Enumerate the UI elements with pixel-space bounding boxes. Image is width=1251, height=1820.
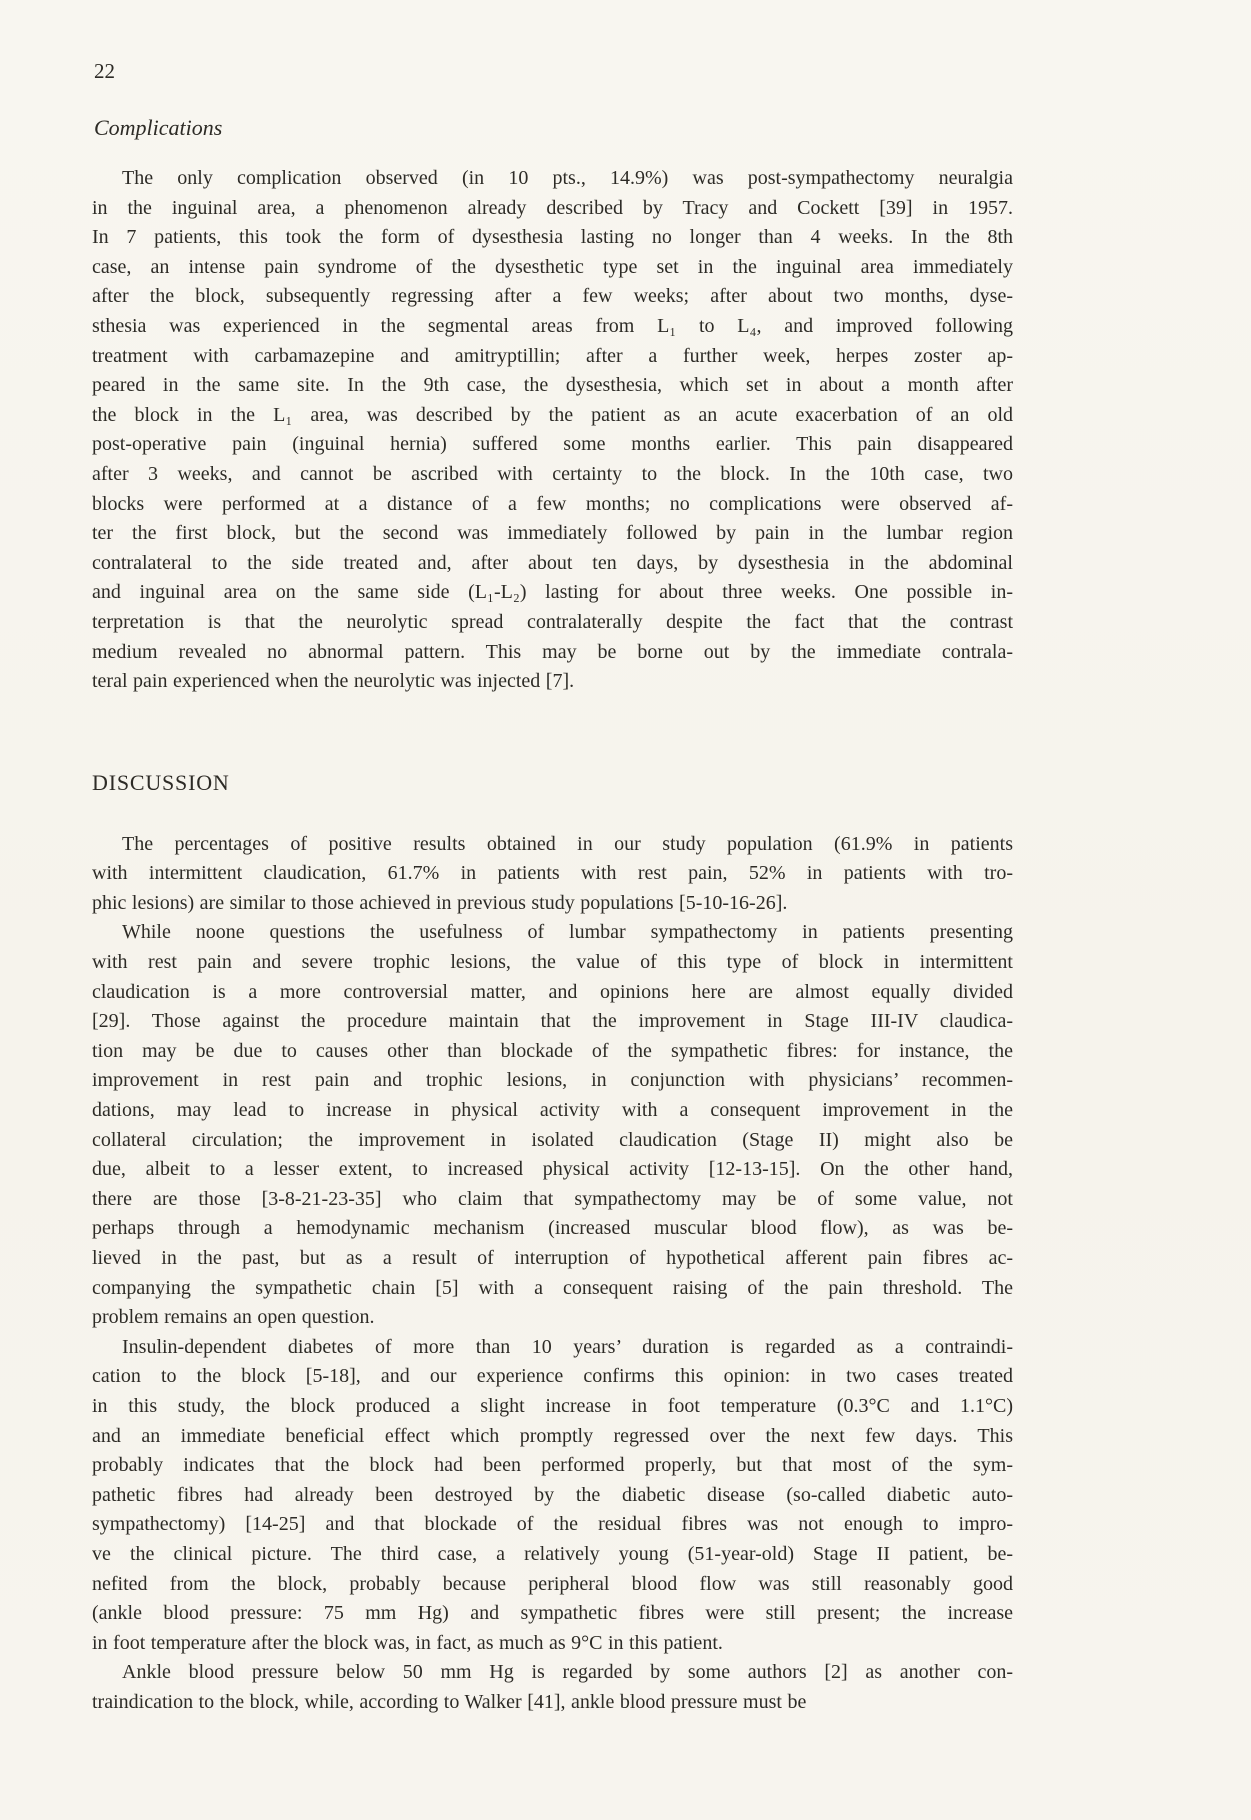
discussion-paragraph-3 [92, 1333, 1013, 1659]
discussion-paragraph-2 [92, 918, 1013, 1332]
text-line: nefited from the block, probably because peripheral blood flow was still reasonably good [92, 1572, 1013, 1595]
text-line: [29]. Those against the procedure maintain that the improvement in Stage III-IV claudica- [92, 1010, 1013, 1033]
text-line: Ankle blood pressure below 50 mm Hg is regarded by some authors [2] as another con- [122, 1661, 1013, 1684]
text-line: In 7 patients, this took the form of dysesthesia lasting no longer than 4 weeks. In the 8th [92, 226, 1013, 249]
complications-heading: Complications [94, 115, 223, 140]
page-content [92, 114, 1013, 1718]
discussion-paragraph-1 [92, 830, 1013, 919]
text-line: treatment with carbamazepine and amitryptillin; after a further week, herpes zoster ap- [92, 344, 1013, 367]
page-number: 22 [94, 59, 115, 83]
text-line: companying the sympathetic chain [5] with a consequent raising of the pain threshold. The [92, 1276, 1013, 1299]
text-line: and an immediate beneficial effect which promptly regressed over the next few days. This [92, 1424, 1013, 1447]
text-line: Insulin-dependent diabetes of more than 10 years’ duration is regarded as a contraindi- [122, 1335, 1013, 1358]
text-line: blocks were performed at a distance of a few months; no complications were observed af- [92, 492, 1013, 515]
text-line: peared in the same site. In the 9th case, the dysesthesia, which set in about a month after [92, 374, 1013, 397]
text-line: While noone questions the usefulness of lumbar sympathectomy in patients presenting [122, 921, 1013, 944]
text-line: with intermittent claudication, 61.7% in patients with rest pain, 52% in patients with tro- [92, 862, 1013, 885]
text-line: perhaps through a hemodynamic mechanism (increased muscular blood flow), as was be- [92, 1217, 1013, 1240]
text-line: in foot temperature after the block was, in fact, as much as 9°C in this patient. [92, 1631, 723, 1654]
text-line: cation to the block [5-18], and our experience confirms this opinion: in two cases treated [92, 1365, 1013, 1388]
text-line: in this study, the block produced a slight increase in foot temperature (0.3°C and 1.1°C) [92, 1394, 1013, 1417]
text-line: due, albeit to a lesser extent, to increased physical activity [12-13-15]. On the other hand, [92, 1158, 1013, 1181]
complications-paragraph [92, 164, 1013, 697]
text-line: terpretation is that the neurolytic spread contralaterally despite the fact that the contrast [92, 610, 1013, 633]
text-line: The only complication observed (in 10 pts., 14.9%) was post-sympathectomy neuralgia [122, 167, 1013, 189]
text-line: claudication is a more controversial matter, and opinions here are almost equally divided [92, 980, 1013, 1003]
text-line: and inguinal area on the same side (L₁-L₂) lasting for about three weeks. One possible in- [92, 581, 1013, 604]
text-line: probably indicates that the block had been performed properly, but that most of the sym- [92, 1454, 1013, 1477]
text-line: with rest pain and severe trophic lesions, the value of this type of block in intermittent [92, 951, 1013, 974]
text-line: case, an intense pain syndrome of the dysesthetic type set in the inguinal area immediately [92, 255, 1013, 278]
text-line: phic lesions) are similar to those achieved in previous study populations [5-10-16-26]. [92, 891, 788, 914]
text-line: medium revealed no abnormal pattern. This may be borne out by the immediate contrala- [92, 640, 1013, 663]
text-line: traindication to the block, while, according to Walker [41], ankle blood pressure must be [92, 1690, 807, 1713]
discussion-paragraph-4 [92, 1658, 1013, 1717]
text-line: problem remains an open question. [92, 1306, 375, 1329]
text-line: ter the first block, but the second was immediately followed by pain in the lumbar region [92, 522, 1013, 545]
text-line: (ankle blood pressure: 75 mm Hg) and sympathetic fibres were still present; the increase [92, 1602, 1013, 1625]
text-line: sympathectomy) [14-25] and that blockade of the residual fibres was not enough to impro- [92, 1513, 1013, 1536]
text-line: The percentages of positive results obtained in our study population (61.9% in patients [122, 832, 1013, 855]
text-line: the block in the L₁ area, was described by the patient as an acute exacerbation of an old [92, 403, 1013, 426]
text-line: pathetic fibres had already been destroyed by the diabetic disease (so-called diabetic auto- [92, 1483, 1013, 1506]
text-line: post-operative pain (inguinal hernia) suffered some months earlier. This pain disappeared [92, 433, 1013, 456]
text-line: in the inguinal area, a phenomenon already described by Tracy and Cockett [39] in 1957. [92, 196, 1013, 219]
discussion-heading: DISCUSSION [92, 769, 230, 795]
text-line: improvement in rest pain and trophic lesions, in conjunction with physicians’ recommen- [92, 1069, 1013, 1092]
text-line: there are those [3-8-21-23-35] who claim that sympathectomy may be of some value, not [92, 1187, 1013, 1210]
text-line: dations, may lead to increase in physical activity with a consequent improvement in the [92, 1099, 1013, 1122]
text-line: ve the clinical picture. The third case, a relatively young (51-year-old) Stage II patient, be- [92, 1542, 1013, 1565]
text-line: sthesia was experienced in the segmental areas from L₁ to L₄, and improved following [92, 314, 1013, 337]
text-line: lieved in the past, but as a result of interruption of hypothetical afferent pain fibres ac- [92, 1247, 1013, 1269]
text-line: teral pain experienced when the neurolytic was injected [7]. [92, 670, 575, 693]
text-line: contralateral to the side treated and, after about ten days, by dysesthesia in the abdominal [92, 551, 1013, 574]
text-line: after 3 weeks, and cannot be ascribed with certainty to the block. In the 10th case, two [92, 462, 1013, 485]
text-line: collateral circulation; the improvement in isolated claudication (Stage II) might also be [92, 1128, 1013, 1151]
text-line: after the block, subsequently regressing after a few weeks; after about two months, dyse- [92, 285, 1013, 308]
text-line: tion may be due to causes other than blockade of the sympathetic fibres: for instance, the [92, 1039, 1013, 1062]
